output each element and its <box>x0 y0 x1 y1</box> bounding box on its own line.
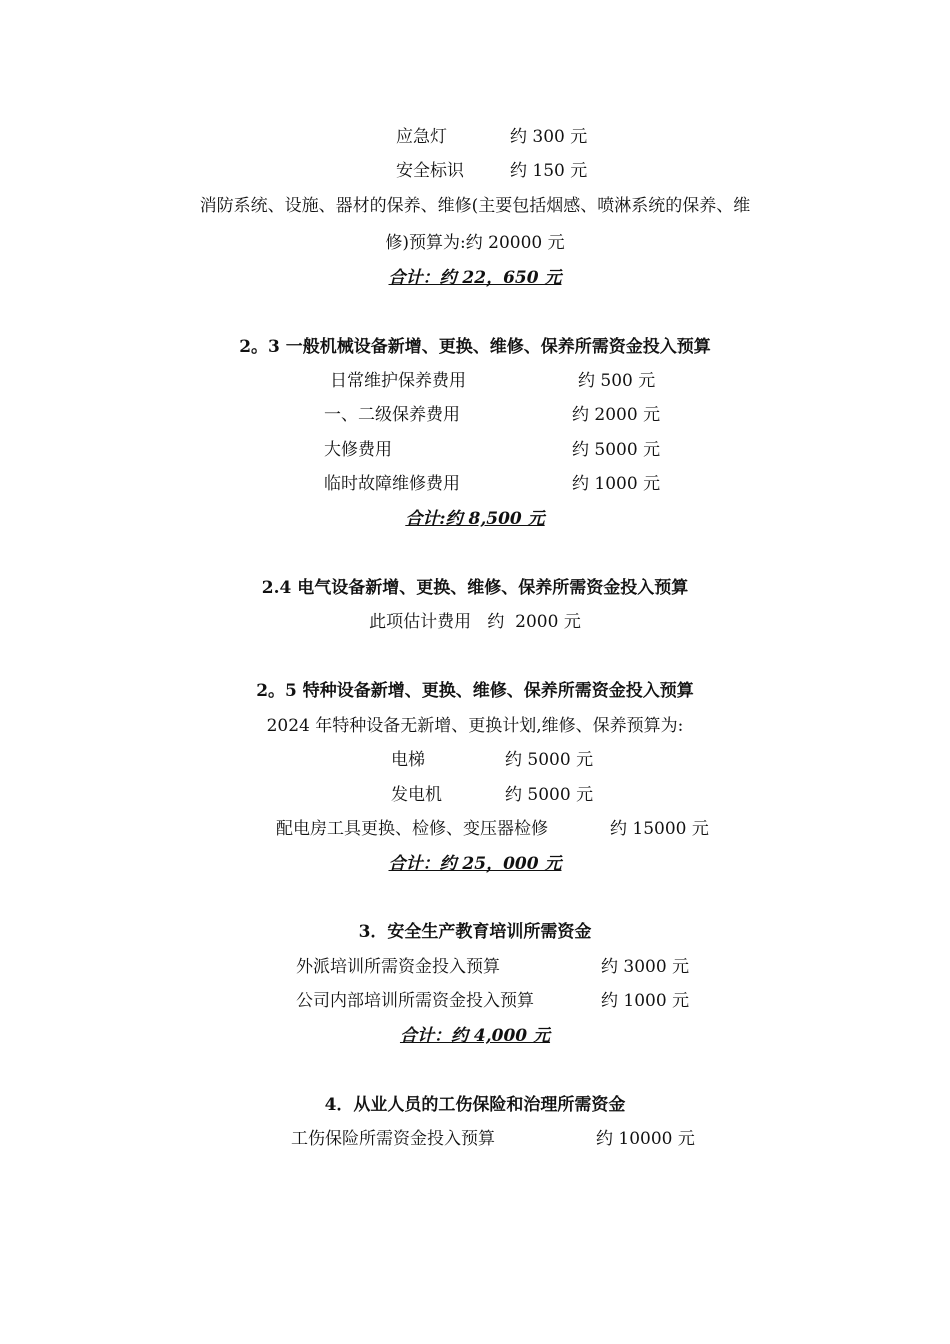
item-amount: 约 1000 元 <box>601 991 690 1011</box>
section-2-2-total: 合计：约 22，650 元 <box>388 268 562 288</box>
item-amount: 约 15000 元 <box>610 819 709 839</box>
item-amount: 约 3000 元 <box>601 957 690 977</box>
section-2-4-title: 2.4 电气设备新增、更换、维修、保养所需资金投入预算 <box>261 578 689 598</box>
item-amount: 约 150 元 <box>510 161 588 181</box>
section-4-title: 4．从业人员的工伤保险和治理所需资金 <box>324 1095 626 1115</box>
section-2-3-title: 2。3 一般机械设备新增、更换、维修、保养所需资金投入预算 <box>239 337 711 357</box>
section-2-3-total: 合计:约 8,500 元 <box>405 509 545 529</box>
section-2-4-estimate: 此项估计费用 约 2000 元 <box>369 612 581 632</box>
item-label: 电梯 <box>391 750 425 770</box>
item-amount: 约 1000 元 <box>572 474 661 494</box>
maintenance-text-line-2: 修)预算为:约 20000 元 <box>385 233 565 253</box>
item-amount: 约 300 元 <box>510 127 588 147</box>
item-label: 公司内部培训所需资金投入预算 <box>296 991 534 1011</box>
item-label: 安全标识 <box>396 161 464 181</box>
item-label: 临时故障维修费用 <box>324 474 460 494</box>
item-label: 工伤保险所需资金投入预算 <box>291 1129 495 1149</box>
section-3-total: 合计：约 4,000 元 <box>399 1026 551 1046</box>
item-label: 应急灯 <box>396 127 447 147</box>
item-amount: 约 2000 元 <box>572 405 661 425</box>
section-2-5-total: 合计：约 25，000 元 <box>388 854 562 874</box>
item-amount: 约 5000 元 <box>572 440 661 460</box>
maintenance-text-line-1: 消防系统、设施、器材的保养、维修(主要包括烟感、喷淋系统的保养、维 <box>199 196 751 216</box>
item-amount: 约 500 元 <box>578 371 656 391</box>
item-label: 发电机 <box>391 785 442 805</box>
item-label: 外派培训所需资金投入预算 <box>296 957 500 977</box>
section-3-title: 3．安全生产教育培训所需资金 <box>358 922 592 942</box>
item-label: 配电房工具更换、检修、变压器检修 <box>276 819 548 839</box>
section-2-5-intro: 2024 年特种设备无新增、更换计划,维修、保养预算为: <box>266 716 684 736</box>
section-2-5-title: 2。5 特种设备新增、更换、维修、保养所需资金投入预算 <box>256 681 694 701</box>
item-amount: 约 10000 元 <box>596 1129 695 1149</box>
item-label: 大修费用 <box>324 440 392 460</box>
item-label: 日常维护保养费用 <box>330 371 466 391</box>
item-amount: 约 5000 元 <box>505 750 594 770</box>
item-label: 一、二级保养费用 <box>324 405 460 425</box>
item-amount: 约 5000 元 <box>505 785 594 805</box>
